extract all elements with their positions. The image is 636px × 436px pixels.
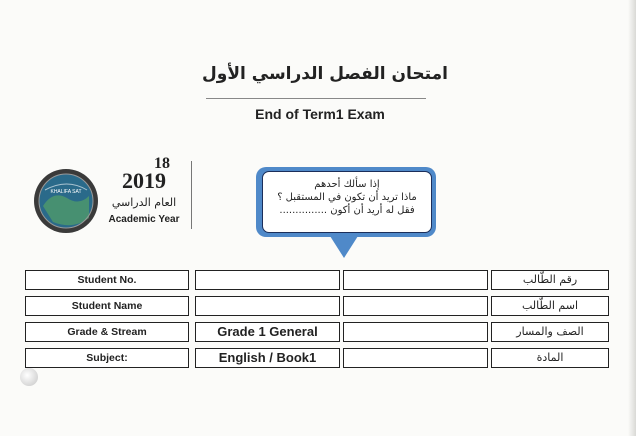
bubble-line-3: فقل له أريد أن أكون ............... — [279, 205, 415, 216]
page-edge-shadow — [628, 0, 636, 436]
title-divider — [206, 98, 426, 99]
title-english: End of Term1 Exam — [255, 106, 385, 122]
label-student-name-arabic: اسم الطّالب — [491, 296, 609, 316]
speech-bubble-text — [262, 171, 432, 233]
bubble-line-2: ماذا تريد أن تكون في المستقبل ؟ — [277, 192, 417, 203]
student-name-field[interactable] — [195, 296, 340, 316]
student-no-field[interactable] — [195, 270, 340, 290]
academic-year-block — [104, 156, 184, 225]
label-subject: Subject: — [25, 348, 189, 368]
khalifa-sat-logo-icon — [33, 168, 99, 234]
year-number: 2019 — [122, 168, 166, 193]
label-subject-arabic: المادة — [491, 348, 609, 368]
logo-text: KHALIFA SAT — [50, 189, 82, 195]
label-grade-stream-arabic: الصف والمسار — [491, 322, 609, 342]
academic-year-label-arabic: العام الدراسي — [111, 196, 177, 209]
label-student-no: Student No. — [25, 270, 189, 290]
grade-stream-field-2[interactable] — [343, 322, 488, 342]
year-superscript: 18 — [154, 155, 170, 172]
header-vertical-divider — [191, 161, 192, 229]
label-student-no-arabic: رقم الطّالب — [491, 270, 609, 290]
speech-bubble-tail — [330, 236, 358, 258]
subject-field[interactable]: English / Book1 — [195, 348, 340, 368]
academic-year-label-english: Academic Year — [108, 214, 180, 225]
label-grade-stream: Grade & Stream — [25, 322, 189, 342]
hole-punch-mark — [20, 368, 38, 386]
grade-stream-field[interactable]: Grade 1 General — [195, 322, 340, 342]
student-no-field-2[interactable] — [343, 270, 488, 290]
title-arabic: امتحان الفصل الدراسي الأول — [202, 64, 448, 84]
subject-field-2[interactable] — [343, 348, 488, 368]
label-student-name: Student Name — [25, 296, 189, 316]
bubble-line-1: إذا سألك أحدهم — [314, 179, 380, 190]
student-name-field-2[interactable] — [343, 296, 488, 316]
